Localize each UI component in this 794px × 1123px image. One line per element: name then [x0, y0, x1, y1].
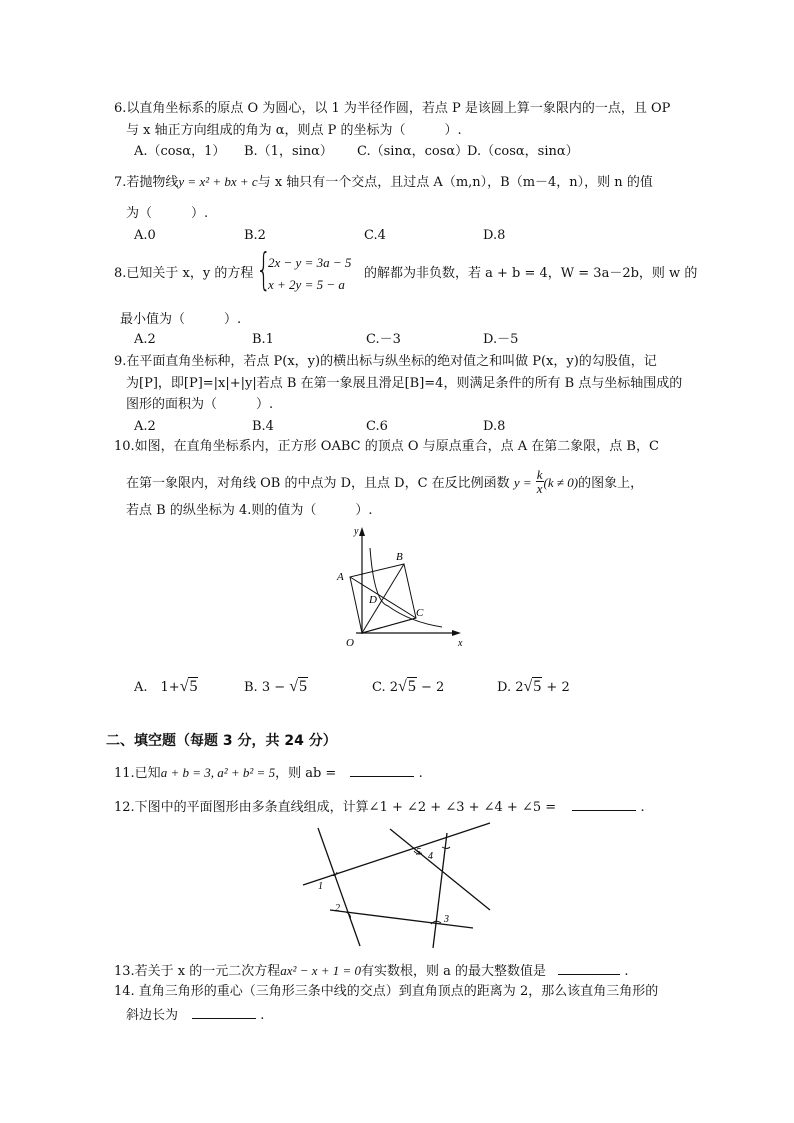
q11-line [114, 762, 423, 783]
q10-option-d [497, 678, 570, 697]
q10-option-c-rad: 5 [407, 678, 416, 695]
q6-line2: 与 x 轴正方向组成的角为 α，则点 P 的坐标为（ ）. [126, 123, 462, 138]
q10-func-cond: (k ≠ 0) [543, 475, 579, 490]
q10-func-fraction [536, 468, 544, 495]
q12-line [114, 796, 645, 817]
q9-option-d: D.8 [483, 419, 506, 434]
q10-option-a-rad: 5 [189, 678, 198, 695]
q13-suffix: 有实数根，则 a 的最大整数值是 [361, 964, 547, 979]
q10-label-b: B [396, 551, 403, 563]
q12-line-e [330, 910, 473, 928]
q8-option-d: D.－5 [483, 332, 519, 347]
q10-line3: 若点 B 的纵坐标为 4.则的值为（ ）. [126, 503, 373, 518]
q12-label-4: 4 [428, 851, 433, 862]
q12-label-3: 3 [444, 914, 449, 925]
q10-label-y: y [354, 526, 359, 537]
q6-option-c: C.（sinα，cosα） [357, 144, 469, 159]
q10-option-c [372, 678, 444, 697]
q10-option-d-rad: 5 [533, 678, 542, 695]
q13-answer-blank[interactable] [558, 960, 620, 975]
q12-line-d [433, 833, 447, 948]
q10-option-b-pre: B. 3 − [244, 680, 290, 695]
q12-line-a [318, 828, 360, 946]
q10-option-d-post: + 2 [542, 680, 570, 695]
q10-option-d-pre: D. 2 [497, 680, 524, 695]
q12-answer-blank[interactable] [572, 796, 636, 811]
q11-formula: a + b = 3, a² + b² = 5 [160, 765, 276, 780]
q10-x-arrow [452, 630, 461, 636]
q6-option-a: A.（cosα，1） [134, 144, 226, 159]
q10-label-o: O [346, 637, 354, 649]
q14-end: . [260, 1008, 265, 1023]
q9-line2: 为[P]，即[P]=|x|+|y|若点 B 在第一象展且滑足[B]=4，则满足条件的所有 B 点与坐标轴围成的 [126, 376, 683, 391]
q13-prefix: 13.若关于 x 的一元二次方程 [114, 964, 281, 979]
q10-func-num: k [536, 467, 543, 482]
q10-option-d-sqrt: √5 [523, 678, 542, 695]
q7-suffix: 与 x 轴只有一个交点，且过点 A（m,n），B（m－4，n），则 n 的值 [257, 175, 653, 190]
q10-option-a-sqrt: √5 [179, 678, 198, 695]
q10-func-den: x [536, 481, 543, 496]
q8-brace: { [256, 244, 272, 295]
q12-label-2: 2 [335, 903, 340, 914]
q13-end: . [624, 964, 629, 979]
q8-eq2: x + 2y = 5 − a [268, 277, 345, 292]
q12-arc-4 [442, 847, 450, 849]
q10-option-c-sqrt: √5 [398, 678, 416, 695]
q7-line1 [114, 173, 653, 192]
q7-option-c: C.4 [364, 228, 386, 243]
q10-label-d: D [369, 594, 377, 606]
q11-suffix: ，则 ab = [275, 766, 337, 781]
q11-answer-blank[interactable] [350, 762, 414, 777]
q10-option-a [134, 678, 198, 697]
q9-option-a: A.2 [134, 419, 156, 434]
q10-label-x: x [458, 638, 463, 649]
q10-option-c-pre: C. 2 [372, 680, 399, 695]
q10-label-c: C [416, 607, 424, 619]
q13-formula: ax² − x + 1 = 0 [280, 963, 362, 978]
q7-prefix: 7.若抛物线 [114, 175, 179, 190]
section2-heading: 二、填空题（每题 3 分，共 24 分） [106, 733, 337, 749]
q10-line2-suffix: 的图象上， [578, 476, 644, 491]
q9-line3: 图形的面积为（ ）. [126, 397, 274, 412]
q14-line2 [126, 1004, 264, 1025]
q12-line-b [303, 823, 490, 885]
q10-y-arrow [359, 527, 365, 536]
q6-option-d: D.（cosα，sinα） [467, 144, 579, 159]
q10-figure [330, 522, 470, 650]
q8-eq1: 2x − y = 3a − 5 [268, 255, 352, 270]
q7-option-b: B.2 [244, 228, 266, 243]
q12-text: 12.下图中的平面图形由多条直线组成，计算∠1 + ∠2 + ∠3 + ∠4 + ∠5 = [114, 800, 557, 815]
q10-hyperbola [370, 548, 442, 627]
q8-option-b: B.1 [252, 332, 274, 347]
q8-option-c: C.－3 [366, 332, 401, 347]
q8-line2: 最小值为（ ）. [120, 312, 242, 327]
q11-end: . [418, 766, 423, 781]
q14-answer-blank[interactable] [192, 1004, 256, 1019]
q10-option-b-sqrt: √5 [289, 678, 308, 695]
q13-line [114, 960, 628, 981]
q12-label-1: 1 [318, 881, 323, 892]
q10-line2-prefix: 在第一象限内，对角线 OB 的中点为 D，且点 D，C 在反比例函数 [126, 476, 510, 491]
q10-func-y: y = [513, 475, 532, 490]
q12-end: . [640, 800, 645, 815]
q9-option-b: B.4 [252, 419, 274, 434]
q11-prefix: 11.已知 [114, 766, 161, 781]
q9-line1: 9.在平面直角坐标种，若点 P(x，y)的横出标与纵坐标的绝对值之和叫做 P(x，y)的勾股值，记 [114, 354, 657, 369]
q6-option-b: B.（1，sinα） [244, 144, 333, 159]
q10-line1: 10.如图，在直角坐标系内，正方形 OABC 的顶点 O 与原点重合，点 A 在第二象限，点 B，C [114, 439, 659, 454]
q6-line1: 6.以直角坐标系的原点 O 为圆心，以 1 为半径作圆，若点 P 是该圆上算一象限内的一点，且 OP [114, 101, 671, 116]
q7-option-a: A.0 [134, 228, 156, 243]
q10-option-b-rad: 5 [299, 678, 308, 695]
q14-line2-text: 斜边长为 [126, 1008, 179, 1023]
q12-line-c [390, 829, 490, 910]
q10-option-b [244, 678, 308, 697]
q8-suffix: 的解都为非负数，若 a + b = 4，W = 3a－2b，则 w 的 [364, 266, 698, 281]
q12-label-5: 5 [416, 847, 421, 858]
q7-line2: 为（ ）. [126, 206, 209, 221]
q7-option-d: D.8 [483, 228, 506, 243]
q14-line1: 14. 直角三角形的重心（三角形三条中线的交点）到直角顶点的距离为 2，那么该直角三角形的 [114, 984, 659, 999]
q7-formula: y = x² + bx + c [178, 174, 258, 189]
q9-option-c: C.6 [366, 419, 388, 434]
q8-option-a: A.2 [134, 332, 156, 347]
q10-label-a: A [337, 571, 344, 583]
q10-segment-ac [350, 577, 416, 618]
q10-option-c-post: − 2 [416, 680, 445, 695]
q12-figure [300, 815, 500, 951]
q10-option-a-pre: A. 1+ [134, 680, 180, 695]
q8-prefix: 8.已知关于 x，y 的方程 [114, 266, 254, 281]
q10-line2 [126, 467, 644, 497]
